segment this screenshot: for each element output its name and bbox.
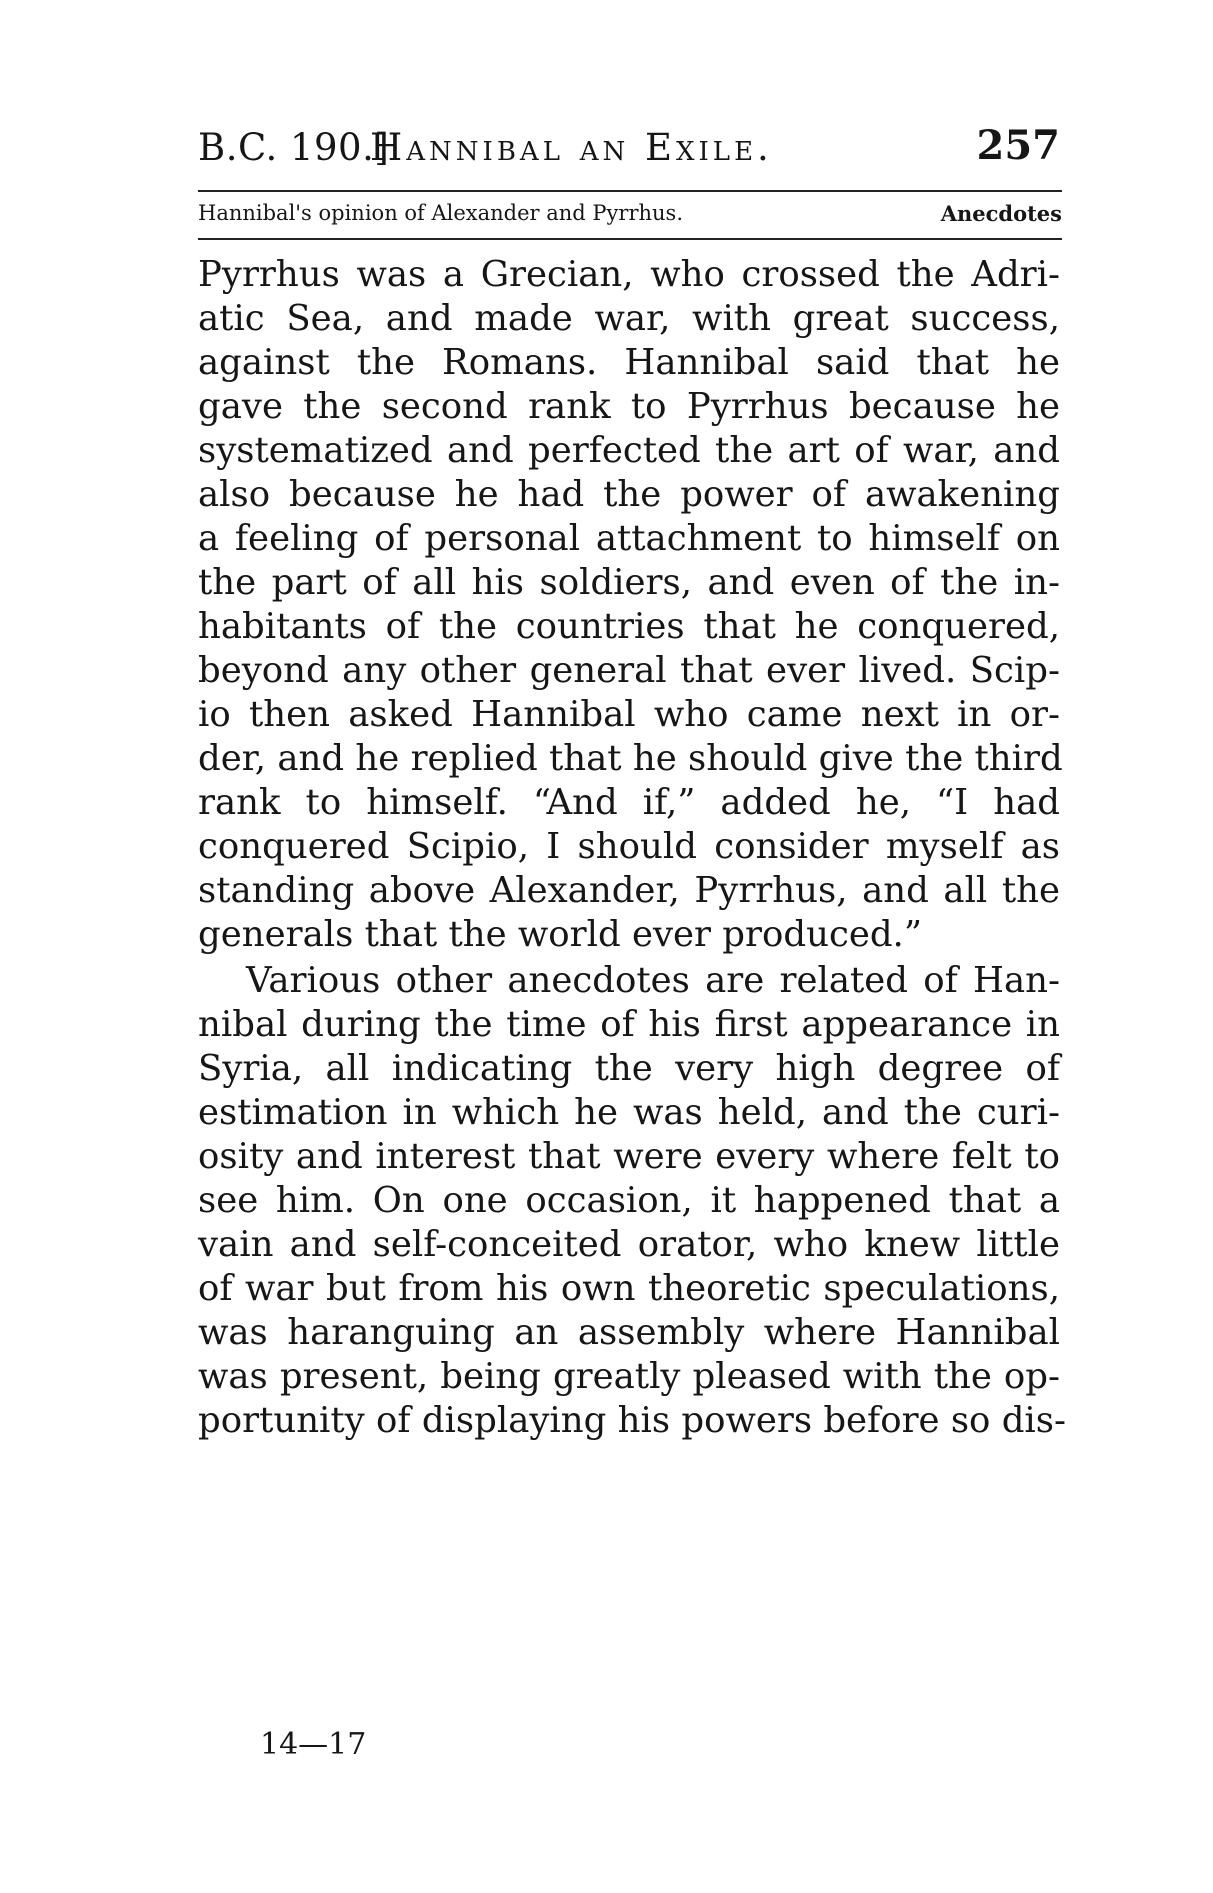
text-line: osity and interest that were every where felt to: [198, 1136, 1060, 1177]
text-line: was haranguing an assembly where Hannibal: [198, 1312, 1060, 1353]
text-line: vain and self-conceited orator, who knew little: [198, 1224, 1060, 1265]
subheader-left: Hannibal's opinion of Alexander and Pyrrhus.: [198, 201, 683, 225]
text-line: rank to himself. “And if,” added he, “I had: [198, 782, 1060, 823]
text-line: systematized and perfected the art of war, and: [198, 430, 1060, 471]
text-line: gave the second rank to Pyrrhus because he: [198, 386, 1060, 427]
text-line: portunity of displaying his powers before so dis-: [198, 1400, 1066, 1441]
text-line: conquered Scipio, I should consider myself as: [198, 826, 1060, 867]
text-line: habitants of the countries that he conquered,: [198, 606, 1060, 647]
paragraph-start-line: Various other anecdotes are related of Han-: [246, 960, 1060, 1001]
text-line: Pyrrhus was a Grecian, who crossed the Adri-: [198, 254, 1060, 295]
page-number: 257: [976, 122, 1060, 169]
text-line: generals that the world ever produced.”: [198, 914, 922, 955]
text-line: atic Sea, and made war, with great success,: [198, 298, 1060, 339]
text-line: der, and he replied that he should give the third: [198, 738, 1063, 779]
text-line: of war but from his own theoretic speculations,: [198, 1268, 1060, 1309]
header-title: Hannibal an Exile.: [370, 126, 773, 169]
header-rule-top: [198, 190, 1062, 192]
header-rule-bottom: [198, 238, 1062, 240]
text-line: the part of all his soldiers, and even of the in-: [198, 562, 1060, 603]
text-line: was present, being greatly pleased with the op-: [198, 1356, 1060, 1397]
text-line: io then asked Hannibal who came next in or-: [198, 694, 1060, 735]
text-line: against the Romans. Hannibal said that he: [198, 342, 1060, 383]
text-line: also because he had the power of awakening: [198, 474, 1060, 515]
text-line: beyond any other general that ever lived. Scip-: [198, 650, 1060, 691]
text-line: Syria, all indicating the very high degree of: [198, 1048, 1060, 1089]
running-head: [198, 122, 1060, 178]
section-subheader: [198, 201, 1062, 231]
text-line: see him. On one occasion, it happened that a: [198, 1180, 1060, 1221]
text-line: nibal during the time of his first appearance in: [198, 1004, 1060, 1045]
subheader-right: Anecdotes: [940, 201, 1062, 226]
text-line: estimation in which he was held, and the curi-: [198, 1092, 1060, 1133]
signature-mark: 14—17: [260, 1727, 367, 1762]
text-line: standing above Alexander, Pyrrhus, and all the: [198, 870, 1060, 911]
header-date: B.C. 190.]: [198, 126, 390, 169]
text-line: a feeling of personal attachment to himself on: [198, 518, 1060, 559]
